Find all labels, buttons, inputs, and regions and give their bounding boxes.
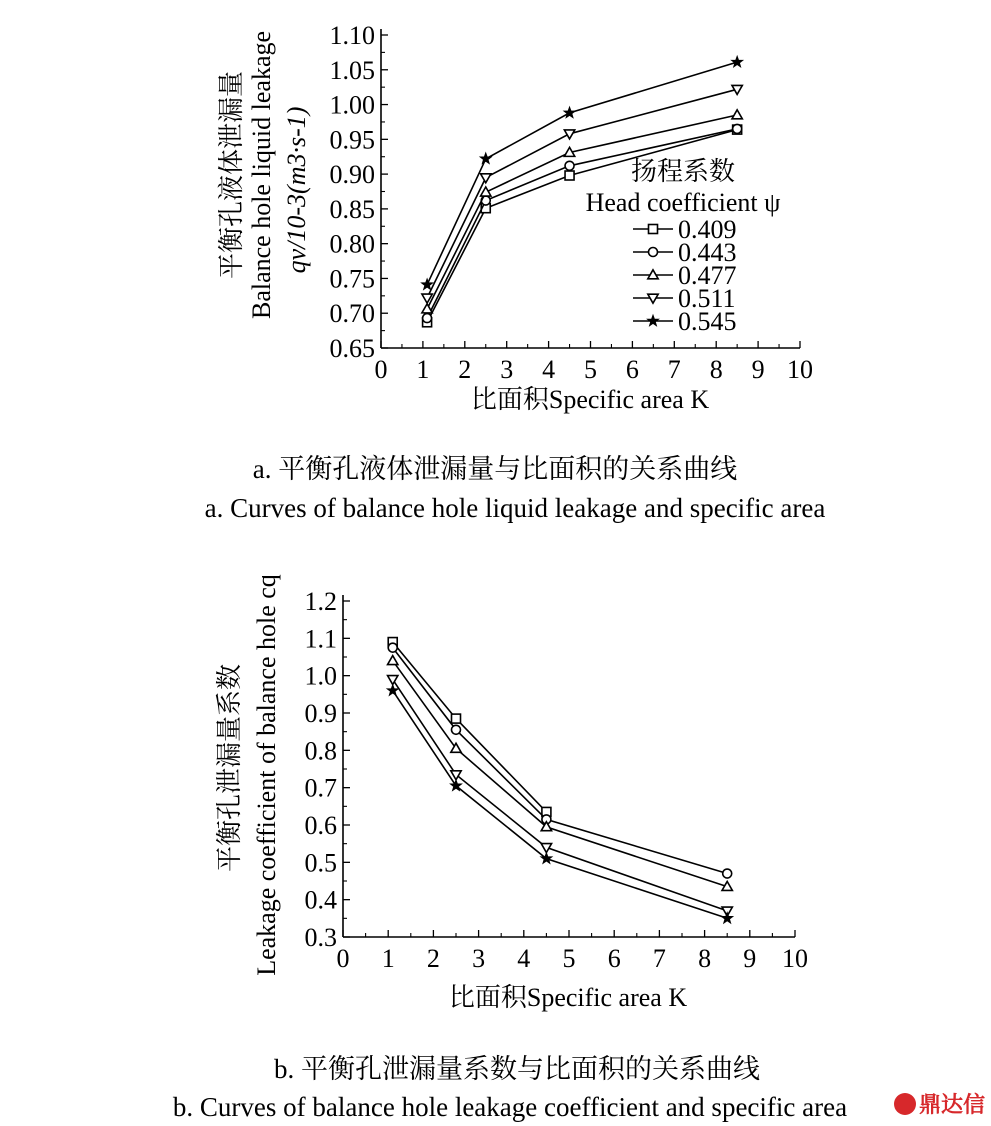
chart-a-point-0.545 (564, 107, 576, 118)
chart-b-x-tick-label: 7 (652, 944, 666, 973)
chart-a-x-tick-label: 5 (584, 355, 597, 384)
chart-b-y-tick-label: 1.1 (304, 624, 337, 654)
chart-a-ylabel-cn: 平衡孔液体泄漏量 (217, 70, 246, 280)
chart-a-x-tick-label: 2 (458, 355, 472, 384)
chart-a-legend-label: 0.409 (678, 215, 737, 244)
chart-b-x-tick-label: 0 (336, 944, 350, 973)
chart-b-x-tick-label: 5 (562, 944, 576, 973)
chart-a-y-tick-label: 0.95 (329, 125, 375, 155)
chart-b-point-0.409 (452, 714, 461, 723)
chart-b-x-tick-label: 4 (517, 944, 531, 973)
chart-a-legend-label: 0.511 (678, 284, 736, 313)
chart-a-y-tick-label: 1.05 (329, 55, 375, 85)
chart-b-point-0.443 (723, 869, 732, 878)
chart-a-y-tick-label: 1.00 (329, 90, 375, 120)
chart-a-legend-title-cn: 扬程系数 (630, 157, 736, 186)
chart-b-plot (305, 587, 809, 973)
chart-a-point-0.477 (732, 110, 742, 119)
chart-a-legend-label: 0.477 (678, 261, 737, 290)
chart-b-y-tick-label: 1.0 (304, 661, 337, 691)
chart-b-y-tick-label: 0.4 (304, 885, 337, 915)
chart-a-y-tick-label: 0.75 (329, 264, 375, 294)
watermark-text: 鼎达信 (919, 1093, 986, 1118)
chart-a-point-0.545 (731, 56, 743, 67)
chart-a-y-tick-label: 0.65 (329, 334, 375, 363)
chart-b-series-line-0.511 (393, 679, 728, 911)
chart-a-caption-en: a. Curves of balance hole liquid leakage and specific area (204, 493, 826, 523)
chart-b-point-0.477 (388, 656, 398, 665)
chart-a-y-tick-label: 0.80 (329, 229, 375, 259)
chart-a-legend-label: 0.545 (678, 307, 737, 336)
chart-b-x-tick-label: 1 (381, 944, 395, 973)
chart-a-ylabel-en: Balance hole liquid leakage (247, 30, 276, 320)
chart-b-point-0.545 (721, 912, 733, 923)
chart-b-caption-en: b. Curves of balance hole leakage coefficient and specific area (172, 1092, 848, 1122)
chart-a-point-0.511 (564, 130, 574, 139)
chart-a-point-0.477 (481, 187, 491, 196)
chart-a-legend-marker (649, 248, 658, 257)
chart-a-x-tick-label: 0 (374, 355, 388, 384)
chart-b-point-0.511 (388, 676, 398, 685)
chart-b-y-tick-label: 1.2 (304, 587, 337, 616)
chart-b-point-0.443 (452, 725, 461, 734)
chart-b-caption-cn: b. 平衡孔泄漏量系数与比面积的关系曲线 (274, 1054, 760, 1084)
chart-b-x-tick-label: 2 (426, 944, 440, 973)
chart-b-y-tick-label: 0.5 (304, 848, 337, 878)
chart-b-x-tick-label: 6 (607, 944, 621, 973)
chart-a-x-tick-label: 6 (625, 355, 639, 384)
chart-a-xlabel: 比面积Specific area K (470, 385, 710, 414)
chart-b-x-tick-label: 3 (472, 944, 486, 973)
chart-b (173, 574, 847, 1122)
chart-a-y-tick-label: 1.10 (329, 21, 375, 50)
chart-b-series-line-0.545 (393, 691, 728, 919)
chart-a-x-tick-label: 10 (787, 355, 813, 384)
chart-a-y-tick-label: 0.90 (329, 160, 375, 190)
chart-b-x-tick-label: 9 (743, 944, 757, 973)
chart-a-x-tick-label: 1 (416, 355, 430, 384)
chart-a-point-0.545 (480, 153, 492, 164)
chart-a-point-0.443 (565, 161, 574, 170)
chart-b-y-tick-label: 0.8 (304, 736, 337, 766)
chart-b-x-tick-label: 10 (782, 944, 808, 973)
chart-a-point-0.443 (423, 314, 432, 323)
chart-b-y-tick-label: 0.9 (304, 699, 337, 728)
chart-a-ylabel-unit: qv/10-3(m3·s-1) (282, 106, 311, 274)
chart-b-y-tick-label: 0.6 (304, 811, 337, 840)
chart-a-x-tick-label: 4 (542, 355, 556, 384)
chart-a-x-tick-label: 8 (709, 355, 723, 384)
chart-b-y-tick-label: 0.7 (304, 773, 337, 803)
chart-b-series-line-0.443 (393, 648, 728, 874)
chart-b-ylabel-en: Leakage coefficient of balance hole cq (252, 574, 281, 976)
chart-a-point-0.511 (481, 174, 491, 183)
chart-b-y-tick-label: 0.3 (304, 923, 337, 952)
chart-b-xlabel: 比面积Specific area K (448, 983, 688, 1012)
chart-b-x-tick-label: 8 (698, 944, 712, 973)
chart-a-point-0.477 (422, 304, 432, 313)
chart-a-y-tick-label: 0.85 (329, 194, 375, 224)
chart-a-caption-cn: a. 平衡孔液体泄漏量与比面积的关系曲线 (252, 454, 738, 484)
chart-a-legend-label: 0.443 (678, 238, 737, 267)
chart-a-y-tick-label: 0.70 (329, 299, 375, 329)
watermark-logo-icon (894, 1093, 916, 1115)
chart-a-point-0.409 (565, 171, 574, 180)
chart-a-x-tick-label: 7 (667, 355, 681, 384)
chart-a-x-tick-label: 9 (751, 355, 765, 384)
chart-b-point-0.545 (541, 853, 553, 864)
watermark-logo (894, 1092, 985, 1118)
chart-a-legend-marker (649, 225, 658, 234)
chart-a-legend-marker (647, 315, 659, 326)
chart-b-point-0.443 (388, 643, 397, 652)
chart-a-point-0.443 (733, 124, 742, 133)
chart-a-legend-title-en: Head coefficient ψ (585, 188, 781, 217)
chart-b-ylabel-cn: 平衡孔泄漏量系数 (215, 663, 244, 873)
chart-a-x-tick-label: 3 (500, 355, 514, 384)
